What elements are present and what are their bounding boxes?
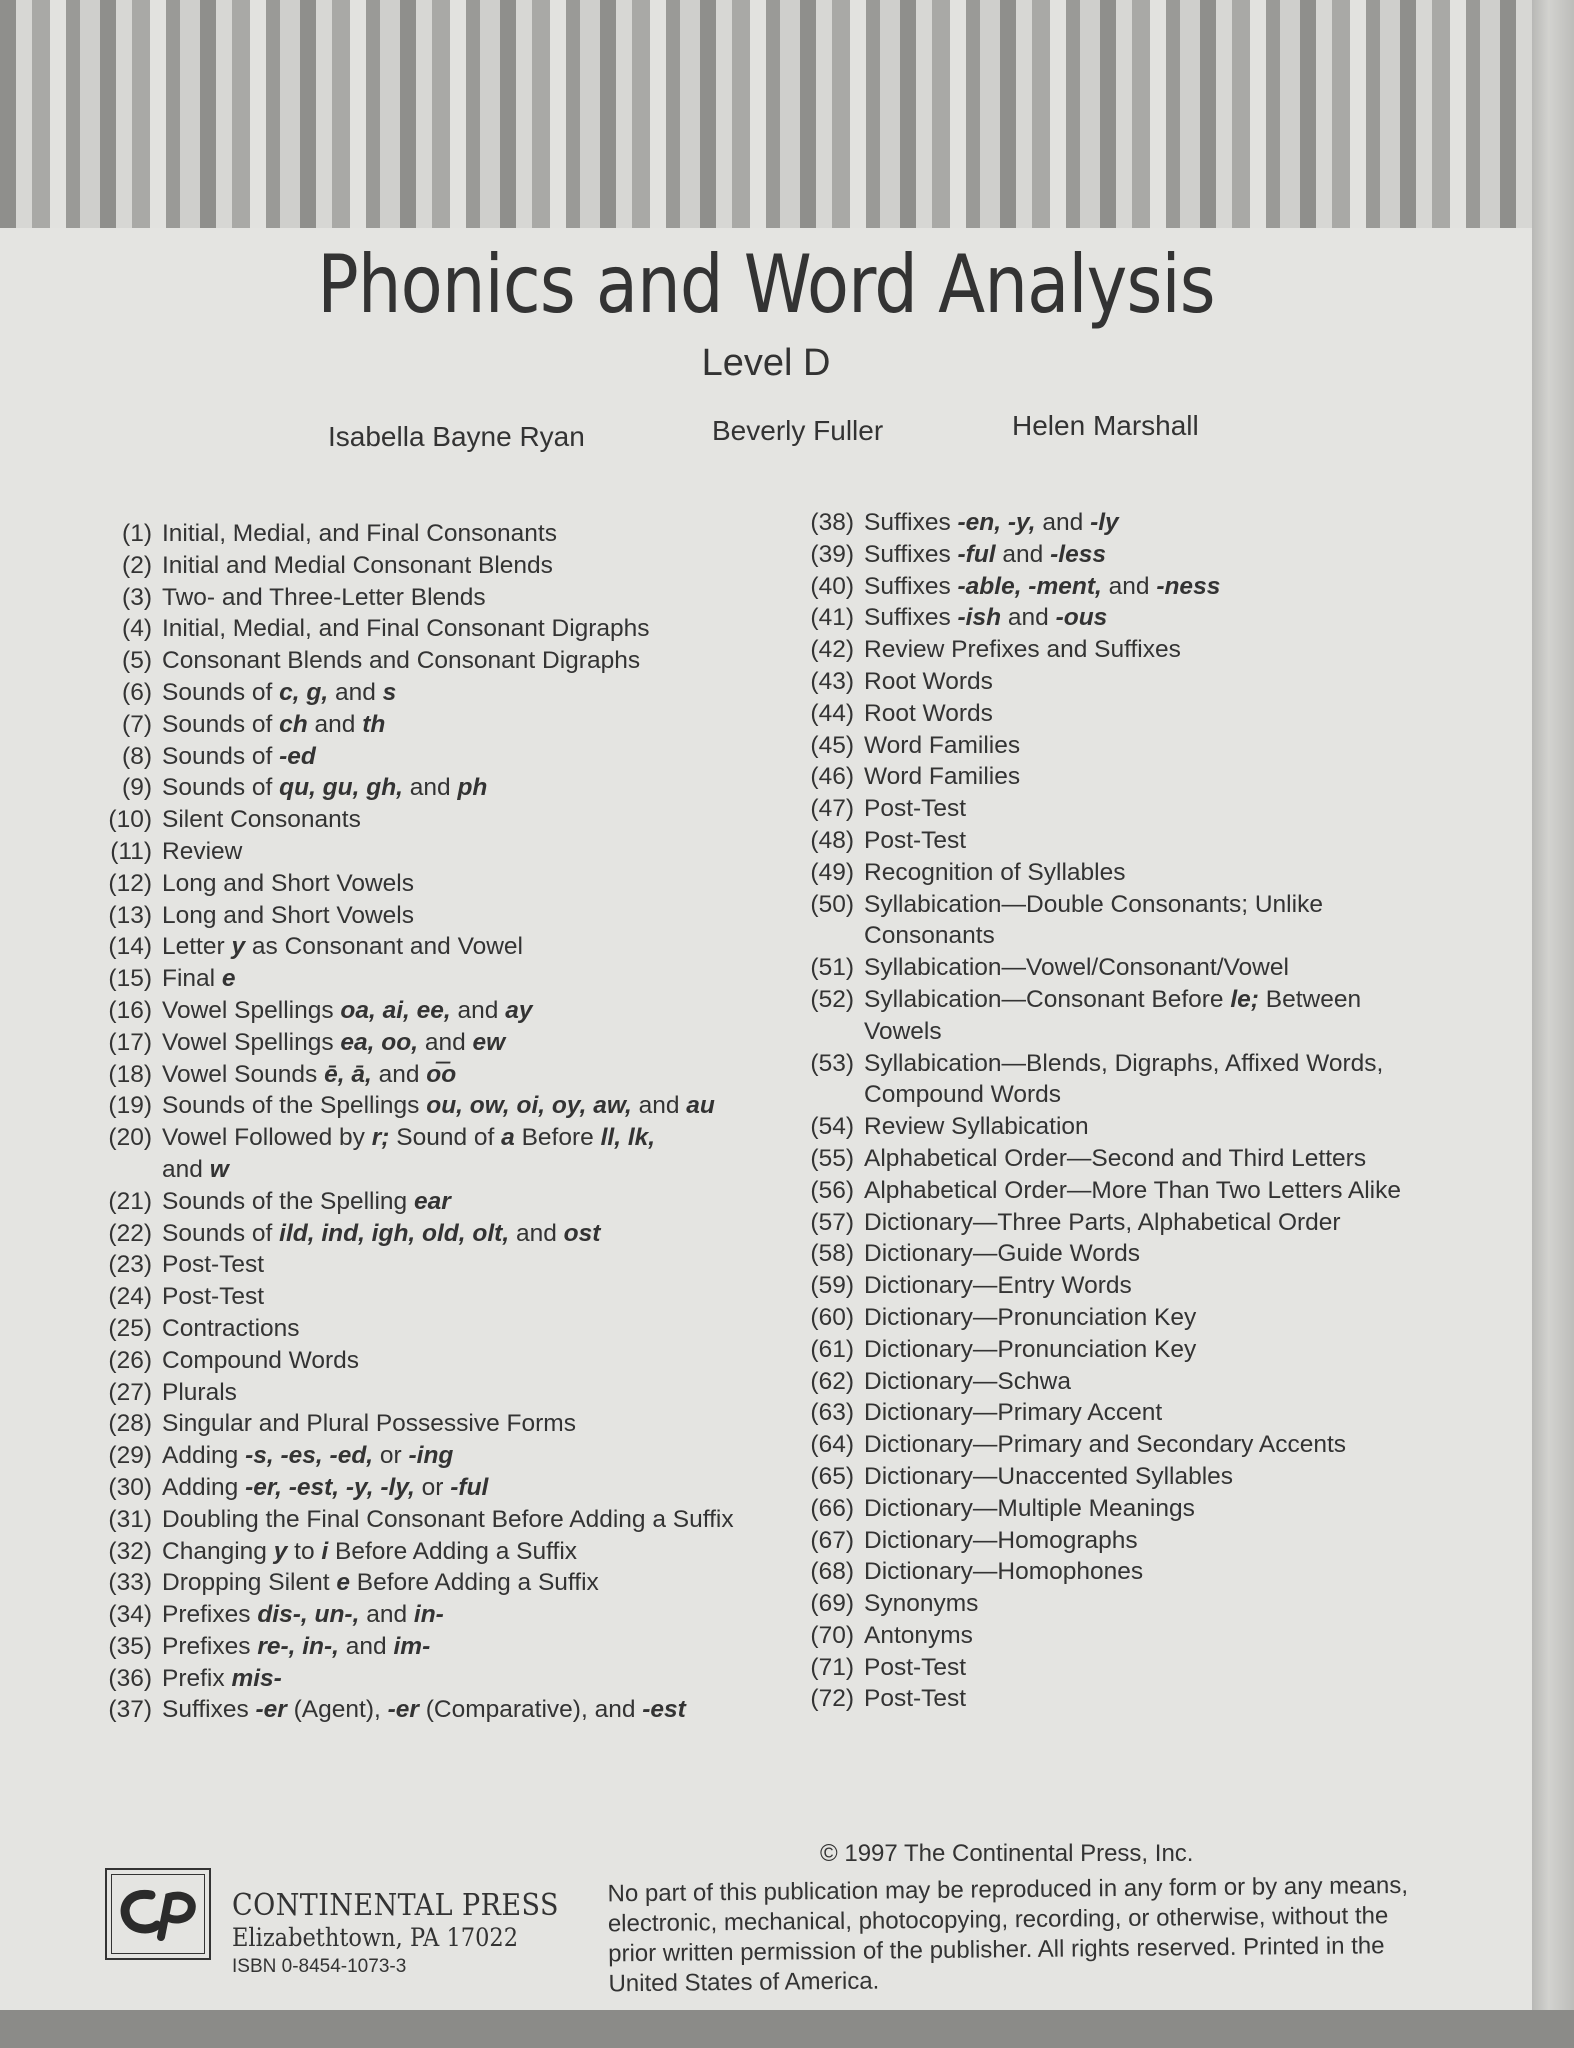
toc-entry-title: Adding -s, -es, -ed, or -ing	[162, 1442, 454, 1470]
toc-entry-number: (45)	[810, 731, 854, 759]
toc-entry-number: (6)	[122, 678, 152, 706]
toc-entry	[88, 1599, 768, 1631]
toc-entry-number: (37)	[108, 1696, 152, 1724]
toc-entry-number: (15)	[108, 965, 152, 993]
toc-entry-title: Syllabication—Consonant Before le; Between	[864, 985, 1362, 1013]
toc-entry	[88, 1663, 768, 1695]
toc-entry-continuation: and w	[162, 1155, 229, 1183]
toc-entry-title: Word Families	[864, 763, 1021, 791]
publisher-logo	[105, 1868, 211, 1960]
toc-entry-number: (14)	[108, 933, 152, 961]
cp-monogram-icon	[111, 1874, 205, 1954]
toc-entry	[790, 1588, 1510, 1620]
toc-entry	[790, 761, 1510, 793]
toc-entry	[88, 900, 768, 932]
toc-entry	[790, 507, 1510, 539]
toc-entry-number: (32)	[108, 1537, 152, 1565]
toc-entry	[88, 1567, 768, 1599]
toc-entry-title: Review	[162, 837, 243, 865]
toc-entry-number: (27)	[108, 1378, 152, 1406]
toc-entry	[790, 1366, 1510, 1398]
toc-entry-title: Letter y as Consonant and Vowel	[162, 933, 523, 961]
toc-entry	[790, 634, 1510, 666]
toc-entry	[790, 666, 1510, 698]
toc-entry-number: (66)	[810, 1494, 854, 1522]
toc-entry	[88, 1218, 768, 1250]
toc-entry	[790, 1175, 1510, 1207]
toc-entry	[88, 995, 768, 1027]
toc-entry	[790, 984, 1510, 1016]
toc-entry-number: (7)	[122, 710, 152, 738]
toc-entry	[88, 1536, 768, 1568]
bottom-edge	[0, 2010, 1574, 2048]
toc-entry-number: (2)	[122, 551, 152, 579]
toc-entry-title: Sounds of the Spelling ear	[162, 1187, 451, 1215]
toc-entry-title: Dictionary—Pronunciation Key	[864, 1303, 1197, 1331]
toc-entry-number: (62)	[810, 1367, 854, 1395]
toc-entry	[88, 741, 768, 773]
toc-entry-number: (60)	[810, 1303, 854, 1331]
toc-entry-number: (69)	[810, 1590, 854, 1618]
contents-column-right	[790, 507, 1510, 1715]
toc-entry-title: Doubling the Final Consonant Before Adding a Suffix	[162, 1505, 734, 1533]
toc-entry	[790, 1493, 1510, 1525]
toc-entry-title: Dictionary—Pronunciation Key	[864, 1335, 1197, 1363]
toc-entry-title: Syllabication—Blends, Digraphs, Affixed Words,	[864, 1049, 1384, 1077]
toc-entry-title: Post-Test	[864, 1653, 967, 1681]
toc-entry-title: Post-Test	[864, 1685, 967, 1713]
toc-entry	[790, 1397, 1510, 1429]
toc-entry-title: Two- and Three-Letter Blends	[162, 583, 486, 611]
toc-entry-number: (13)	[108, 901, 152, 929]
toc-entry-number: (17)	[108, 1028, 152, 1056]
toc-entry-number: (40)	[810, 572, 854, 600]
toc-entry-title: Compound Words	[162, 1346, 360, 1374]
toc-entry-number: (5)	[122, 647, 152, 675]
toc-entry	[790, 539, 1510, 571]
toc-entry-number: (20)	[108, 1124, 152, 1152]
toc-entry-number: (36)	[108, 1664, 152, 1692]
toc-entry	[88, 1281, 768, 1313]
toc-entry-title: Post-Test	[864, 826, 967, 854]
toc-entry-title: Initial, Medial, and Final Consonant Digraphs	[162, 615, 650, 643]
toc-entry	[88, 1694, 768, 1726]
toc-entry	[88, 804, 768, 836]
toc-entry-title: Changing y to i Before Adding a Suffix	[162, 1537, 578, 1565]
toc-entry-number: (53)	[810, 1049, 854, 1077]
toc-entry-number: (54)	[810, 1113, 854, 1141]
toc-entry-title: Sounds of the Spellings ou, ow, oi, oy, aw, and au	[162, 1092, 715, 1120]
toc-entry	[88, 550, 768, 582]
toc-entry-number: (65)	[810, 1462, 854, 1490]
toc-entry-title: Syllabication—Double Consonants; Unlike	[864, 890, 1323, 918]
toc-entry	[790, 1207, 1510, 1239]
toc-entry-number: (51)	[810, 954, 854, 982]
toc-entry	[88, 1504, 768, 1536]
toc-entry-title: Suffixes -er (Agent), -er (Comparative), and -est	[162, 1696, 686, 1724]
toc-entry	[88, 772, 768, 804]
toc-entry-title: Review Prefixes and Suffixes	[864, 636, 1181, 664]
toc-entry-number: (57)	[810, 1208, 854, 1236]
toc-entry	[790, 1302, 1510, 1334]
toc-entry	[88, 1345, 768, 1377]
toc-entry	[790, 1429, 1510, 1461]
toc-entry-number: (24)	[108, 1283, 152, 1311]
toc-entry	[790, 1461, 1510, 1493]
toc-entry-number: (48)	[810, 826, 854, 854]
toc-entry	[88, 1059, 768, 1091]
toc-entry	[790, 1238, 1510, 1270]
toc-entry	[88, 836, 768, 868]
author-1: Isabella Bayne Ryan	[328, 421, 585, 452]
toc-entry-number: (16)	[108, 996, 152, 1024]
toc-entry-title: Suffixes -en, -y, and -ly	[864, 509, 1119, 536]
toc-entry-title: Root Words	[864, 667, 993, 695]
toc-entry-continuation: Compound Words	[864, 1081, 1062, 1109]
toc-entry-title: Dictionary—Guide Words	[864, 1240, 1140, 1268]
book-level: Level D	[701, 342, 831, 384]
toc-entry	[88, 1122, 768, 1154]
toc-entry	[790, 1556, 1510, 1588]
toc-entry-title: Dictionary—Primary and Secondary Accents	[864, 1431, 1347, 1459]
toc-entry	[790, 1525, 1510, 1557]
toc-entry-number: (67)	[810, 1526, 854, 1554]
toc-entry	[88, 1313, 768, 1345]
toc-entry-title: Dictionary—Unaccented Syllables	[864, 1462, 1234, 1490]
toc-entry-number: (64)	[810, 1431, 854, 1459]
toc-entry	[88, 868, 768, 900]
toc-entry-title: Post-Test	[864, 795, 967, 823]
toc-entry-number: (70)	[810, 1621, 854, 1649]
toc-entry-title: Vowel Sounds ē, ā, and o͞o	[162, 1060, 457, 1088]
toc-entry-number: (49)	[810, 858, 854, 886]
contents-column-left	[88, 518, 768, 1726]
toc-entry-title: Dictionary—Multiple Meanings	[864, 1494, 1195, 1522]
toc-entry	[790, 730, 1510, 762]
toc-entry	[790, 1683, 1510, 1715]
toc-entry-title: Initial, Medial, and Final Consonants	[162, 520, 557, 547]
book-title: Phonics and Word Analysis	[317, 238, 1215, 331]
toc-entry-title: Dictionary—Homographs	[864, 1526, 1138, 1554]
toc-entry-title: Dictionary—Homophones	[864, 1558, 1144, 1586]
toc-entry-continuation: Vowels	[864, 1017, 942, 1045]
toc-entry-number: (41)	[810, 604, 854, 632]
toc-entry	[88, 1408, 768, 1440]
toc-entry-number: (58)	[810, 1240, 854, 1268]
toc-entry-number: (56)	[810, 1176, 854, 1204]
toc-entry	[88, 931, 768, 963]
striped-header-band	[0, 0, 1532, 228]
toc-entry-title: Dictionary—Entry Words	[864, 1272, 1132, 1300]
toc-entry-title: Root Words	[864, 699, 993, 727]
toc-entry	[790, 1143, 1510, 1175]
toc-entry	[790, 602, 1510, 634]
toc-entry	[88, 1249, 768, 1281]
rights-notice: No part of this publication may be reproduced in any form or by any means, electronic, mechanical, photocopying, recording, or otherwise, without the prior written permission of the publisher. All rights reserved. Printed in the United States of America.	[607, 1871, 1409, 1998]
toc-entry-number: (33)	[108, 1569, 152, 1597]
toc-entry-title: Long and Short Vowels	[162, 869, 414, 897]
page-edge	[1532, 0, 1574, 2048]
toc-entry-title: Suffixes -able, -ment, and -ness	[864, 572, 1221, 600]
toc-entry-title: Vowel Spellings ea, oo, and ew	[162, 1028, 506, 1056]
toc-entry-title: Vowel Followed by r; Sound of a Before ll, lk,	[162, 1124, 656, 1152]
toc-entry-number: (28)	[108, 1410, 152, 1438]
toc-entry	[790, 1270, 1510, 1302]
toc-entry	[88, 518, 768, 550]
toc-entry	[88, 677, 768, 709]
toc-entry-title: Alphabetical Order—Second and Third Letters	[864, 1144, 1367, 1172]
toc-entry-title: Recognition of Syllables	[864, 858, 1126, 886]
toc-entry-number: (8)	[122, 742, 152, 770]
toc-entry	[790, 1334, 1510, 1366]
toc-entry-number: (26)	[108, 1346, 152, 1374]
toc-entry	[88, 613, 768, 645]
toc-entry-title: Word Families	[864, 731, 1021, 759]
toc-entry-number: (47)	[810, 795, 854, 823]
toc-entry	[88, 1440, 768, 1472]
toc-entry	[88, 963, 768, 995]
toc-entry	[790, 825, 1510, 857]
toc-entry	[790, 857, 1510, 889]
toc-entry	[88, 1377, 768, 1409]
toc-entry-title: Dictionary—Schwa	[864, 1367, 1071, 1395]
toc-entry-title: Dropping Silent e Before Adding a Suffix	[162, 1569, 599, 1597]
publisher-info	[232, 1888, 595, 1978]
toc-entry	[790, 1048, 1510, 1080]
toc-entry-number: (55)	[810, 1144, 854, 1172]
toc-entry-title: Long and Short Vowels	[162, 901, 414, 929]
toc-entry-title: Alphabetical Order—More Than Two Letters Alike	[864, 1176, 1402, 1204]
toc-entry	[790, 571, 1510, 603]
toc-entry-title: Singular and Plural Possessive Forms	[162, 1410, 576, 1438]
toc-entry-number: (23)	[108, 1251, 152, 1279]
toc-entry-title: Sounds of ch and th	[162, 710, 386, 738]
toc-entry-number: (21)	[108, 1187, 152, 1215]
publisher-city: Elizabethtown, PA 17022	[232, 1923, 519, 1952]
toc-entry-title: Sounds of c, g, and s	[162, 678, 397, 706]
toc-entry-number: (10)	[108, 806, 152, 834]
toc-entry-number: (22)	[108, 1219, 152, 1247]
toc-entry-title: Initial and Medial Consonant Blends	[162, 551, 553, 579]
toc-entry-title: Prefixes dis-, un-, and in-	[162, 1601, 444, 1629]
isbn-number: ISBN 0-8454-1073-3	[232, 1956, 407, 1977]
toc-entry-number: (50)	[810, 890, 854, 918]
toc-entry-title: Prefixes re-, in-, and im-	[162, 1632, 431, 1660]
toc-entry	[88, 1631, 768, 1663]
toc-entry-title: Sounds of ild, ind, igh, old, olt, and ost	[162, 1219, 601, 1247]
toc-entry	[790, 1111, 1510, 1143]
toc-entry-number: (19)	[108, 1092, 152, 1120]
toc-entry-number: (68)	[810, 1558, 854, 1586]
toc-entry-number: (35)	[108, 1632, 152, 1660]
toc-entry-number: (46)	[810, 763, 854, 791]
toc-entry-continuation: Consonants	[864, 922, 995, 950]
toc-entry-number: (12)	[108, 869, 152, 897]
toc-entry-title: Syllabication—Vowel/Consonant/Vowel	[864, 954, 1289, 982]
toc-entry-title: Post-Test	[162, 1283, 265, 1311]
toc-entry	[88, 709, 768, 741]
author-list	[0, 410, 1532, 455]
toc-entry	[88, 645, 768, 677]
author-3: Helen Marshall	[1012, 410, 1199, 441]
toc-entry-number: (71)	[810, 1653, 854, 1681]
toc-entry-number: (3)	[122, 583, 152, 611]
toc-entry	[88, 1186, 768, 1218]
toc-entry-number: (18)	[108, 1060, 152, 1088]
toc-entry-number: (59)	[810, 1272, 854, 1300]
toc-entry-number: (43)	[810, 667, 854, 695]
toc-entry-title: Consonant Blends and Consonant Digraphs	[162, 647, 641, 675]
toc-entry	[790, 698, 1510, 730]
toc-entry	[88, 1027, 768, 1059]
toc-entry-number: (52)	[810, 985, 854, 1013]
toc-entry-number: (11)	[110, 837, 152, 865]
toc-entry	[88, 1090, 768, 1122]
toc-entry-number: (9)	[122, 774, 152, 802]
toc-entry-title: Sounds of -ed	[162, 742, 316, 770]
toc-entry	[790, 793, 1510, 825]
toc-entry-title: Post-Test	[162, 1251, 265, 1279]
toc-entry-number: (29)	[108, 1442, 152, 1470]
author-2: Beverly Fuller	[712, 415, 884, 446]
toc-entry-title: Contractions	[162, 1314, 300, 1342]
toc-entry-number: (42)	[810, 636, 854, 664]
toc-entry-number: (30)	[108, 1473, 152, 1501]
toc-entry-number: (34)	[108, 1601, 152, 1629]
toc-entry-title: Vowel Spellings oa, ai, ee, and ay	[162, 996, 533, 1024]
toc-entry-number: (25)	[108, 1314, 152, 1342]
toc-entry	[790, 889, 1510, 921]
toc-entry-title: Final e	[162, 965, 236, 993]
toc-entry-title: Dictionary—Three Parts, Alphabetical Order	[864, 1208, 1341, 1236]
toc-entry-number: (31)	[108, 1505, 152, 1533]
toc-entry	[88, 582, 768, 614]
toc-entry-number: (39)	[810, 540, 854, 568]
toc-entry-title: Sounds of qu, gu, gh, and ph	[162, 774, 488, 802]
toc-entry-number: (4)	[122, 615, 152, 643]
toc-entry	[790, 952, 1510, 984]
copyright-line: © 1997 The Continental Press, Inc.	[820, 1840, 1194, 1867]
toc-entry-title: Dictionary—Primary Accent	[864, 1399, 1163, 1427]
toc-entry	[790, 1620, 1510, 1652]
toc-entry-title: Synonyms	[864, 1590, 979, 1618]
toc-entry-number: (44)	[810, 699, 854, 727]
publisher-name: CONTINENTAL PRESS	[232, 1888, 559, 1923]
toc-entry-title: Suffixes -ish and -ous	[864, 604, 1108, 632]
toc-entry-title: Suffixes -ful and -less	[864, 540, 1106, 568]
toc-entry-title: Review Syllabication	[864, 1113, 1089, 1141]
toc-entry-title: Plurals	[162, 1378, 237, 1406]
toc-entry-number: (72)	[810, 1685, 854, 1713]
toc-entry-title: Prefix mis-	[162, 1664, 282, 1692]
toc-entry-number: (61)	[810, 1335, 854, 1363]
toc-entry-title: Adding -er, -est, -y, -ly, or -ful	[162, 1473, 489, 1501]
toc-entry	[88, 1472, 768, 1504]
toc-entry-number: (63)	[810, 1399, 854, 1427]
toc-entry-number: (38)	[810, 509, 854, 536]
toc-entry-title: Antonyms	[864, 1621, 973, 1649]
toc-entry-title: Silent Consonants	[162, 806, 361, 834]
toc-entry	[790, 1652, 1510, 1684]
toc-entry-number: (1)	[122, 520, 152, 547]
